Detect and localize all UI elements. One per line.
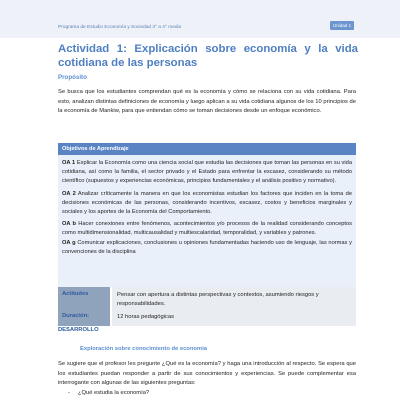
objective-text: Explicar la Economía como una ciencia social que estudia las decisiones que toman las personas en su vida cotidiana, así como la familia, el sector privado y el Estado para enfrentar la escasez, considerando su método científico (supuestos y experiencias económicas, principios fundamentales y el análisis positivo y normativo). [62, 160, 352, 185]
objective-code: OA b [62, 221, 77, 228]
objective-item [62, 220, 352, 238]
objective-code: OA g [62, 239, 76, 246]
objective-item [62, 159, 352, 187]
objective-item [62, 190, 352, 218]
question-text: ¿Qué estudia la economía? [77, 390, 150, 396]
objective-code: OA 1 [62, 160, 76, 166]
page-header [0, 0, 400, 38]
development-label: DESARROLLO [58, 327, 99, 333]
objective-text: Analizar críticamente la manera en que los economistas estudian los factores que inciden en la toma de decisiones económicas de las personas, considerando incentivos, escasez, costos y beneficios marginales y sociales y los aportes de la Economía del Comportamiento. [62, 190, 352, 216]
actitudes-label: Actitudes [58, 287, 110, 313]
objective-text: Comunicar explicaciones, conclusiones u opiniones fundamentadas haciendo uso de lenguaje, las normas y convenciones de la disciplina [62, 239, 352, 255]
program-name: Programa de Estudio Economía y Sociedad 3° a 4° medio [58, 25, 182, 30]
bullet-marker: - [68, 390, 70, 396]
development-text: Se sugiere que el profesor les pregunte ¿Qué es la economía? y haga una introducción al respecto. Se espera que los estudiantes puedan responder a partir de sus conocimientos y experiencias. Se puede complementar esa interrogante con algunas de las siguientes preguntas: [58, 361, 356, 387]
question-list-item [68, 390, 149, 396]
purpose-label: Propósito [58, 74, 87, 81]
objective-item [62, 239, 352, 257]
duracion-value: 12 horas pedagógicas [110, 309, 356, 326]
development-subtitle: Exploración sobre conocimiento de economía [80, 346, 207, 352]
objective-code: OA 2 [62, 190, 76, 197]
objectives-header: Objetivos de Aprendizaje [58, 143, 356, 155]
duracion-row [58, 309, 356, 326]
purpose-text: Se busca que los estudiantes comprendan qué es la economía y cómo se relaciona con su vida cotidiana. Para esto, analizan distintas definiciones de economía y luego aplican a su vida cotidiana algunos de los 10 principios de la economía de Mankiw, para que entiendan cómo se toman decisiones desde un enfoque económico. [58, 89, 356, 115]
objectives-body [58, 155, 356, 295]
unit-badge: Unidad 1 [330, 21, 354, 30]
activity-title: Actividad 1: Explicación sobre economía y la vida cotidiana de las personas [58, 43, 358, 69]
actitudes-value: Pensar con apertura a distintas perspectivas y contextos, asumiendo riesgos y responsabilidades. [110, 287, 356, 313]
objective-text: Hacer conexiones entre fenómenos, acontecimientos y/o procesos de la realidad considerando conceptos como multidimensionalidad, multicausalidad y multiescalaridad, temporalidad, y variables y patrones. [62, 221, 353, 237]
objectives-box [58, 143, 356, 295]
duracion-label: Duración: [58, 309, 110, 326]
